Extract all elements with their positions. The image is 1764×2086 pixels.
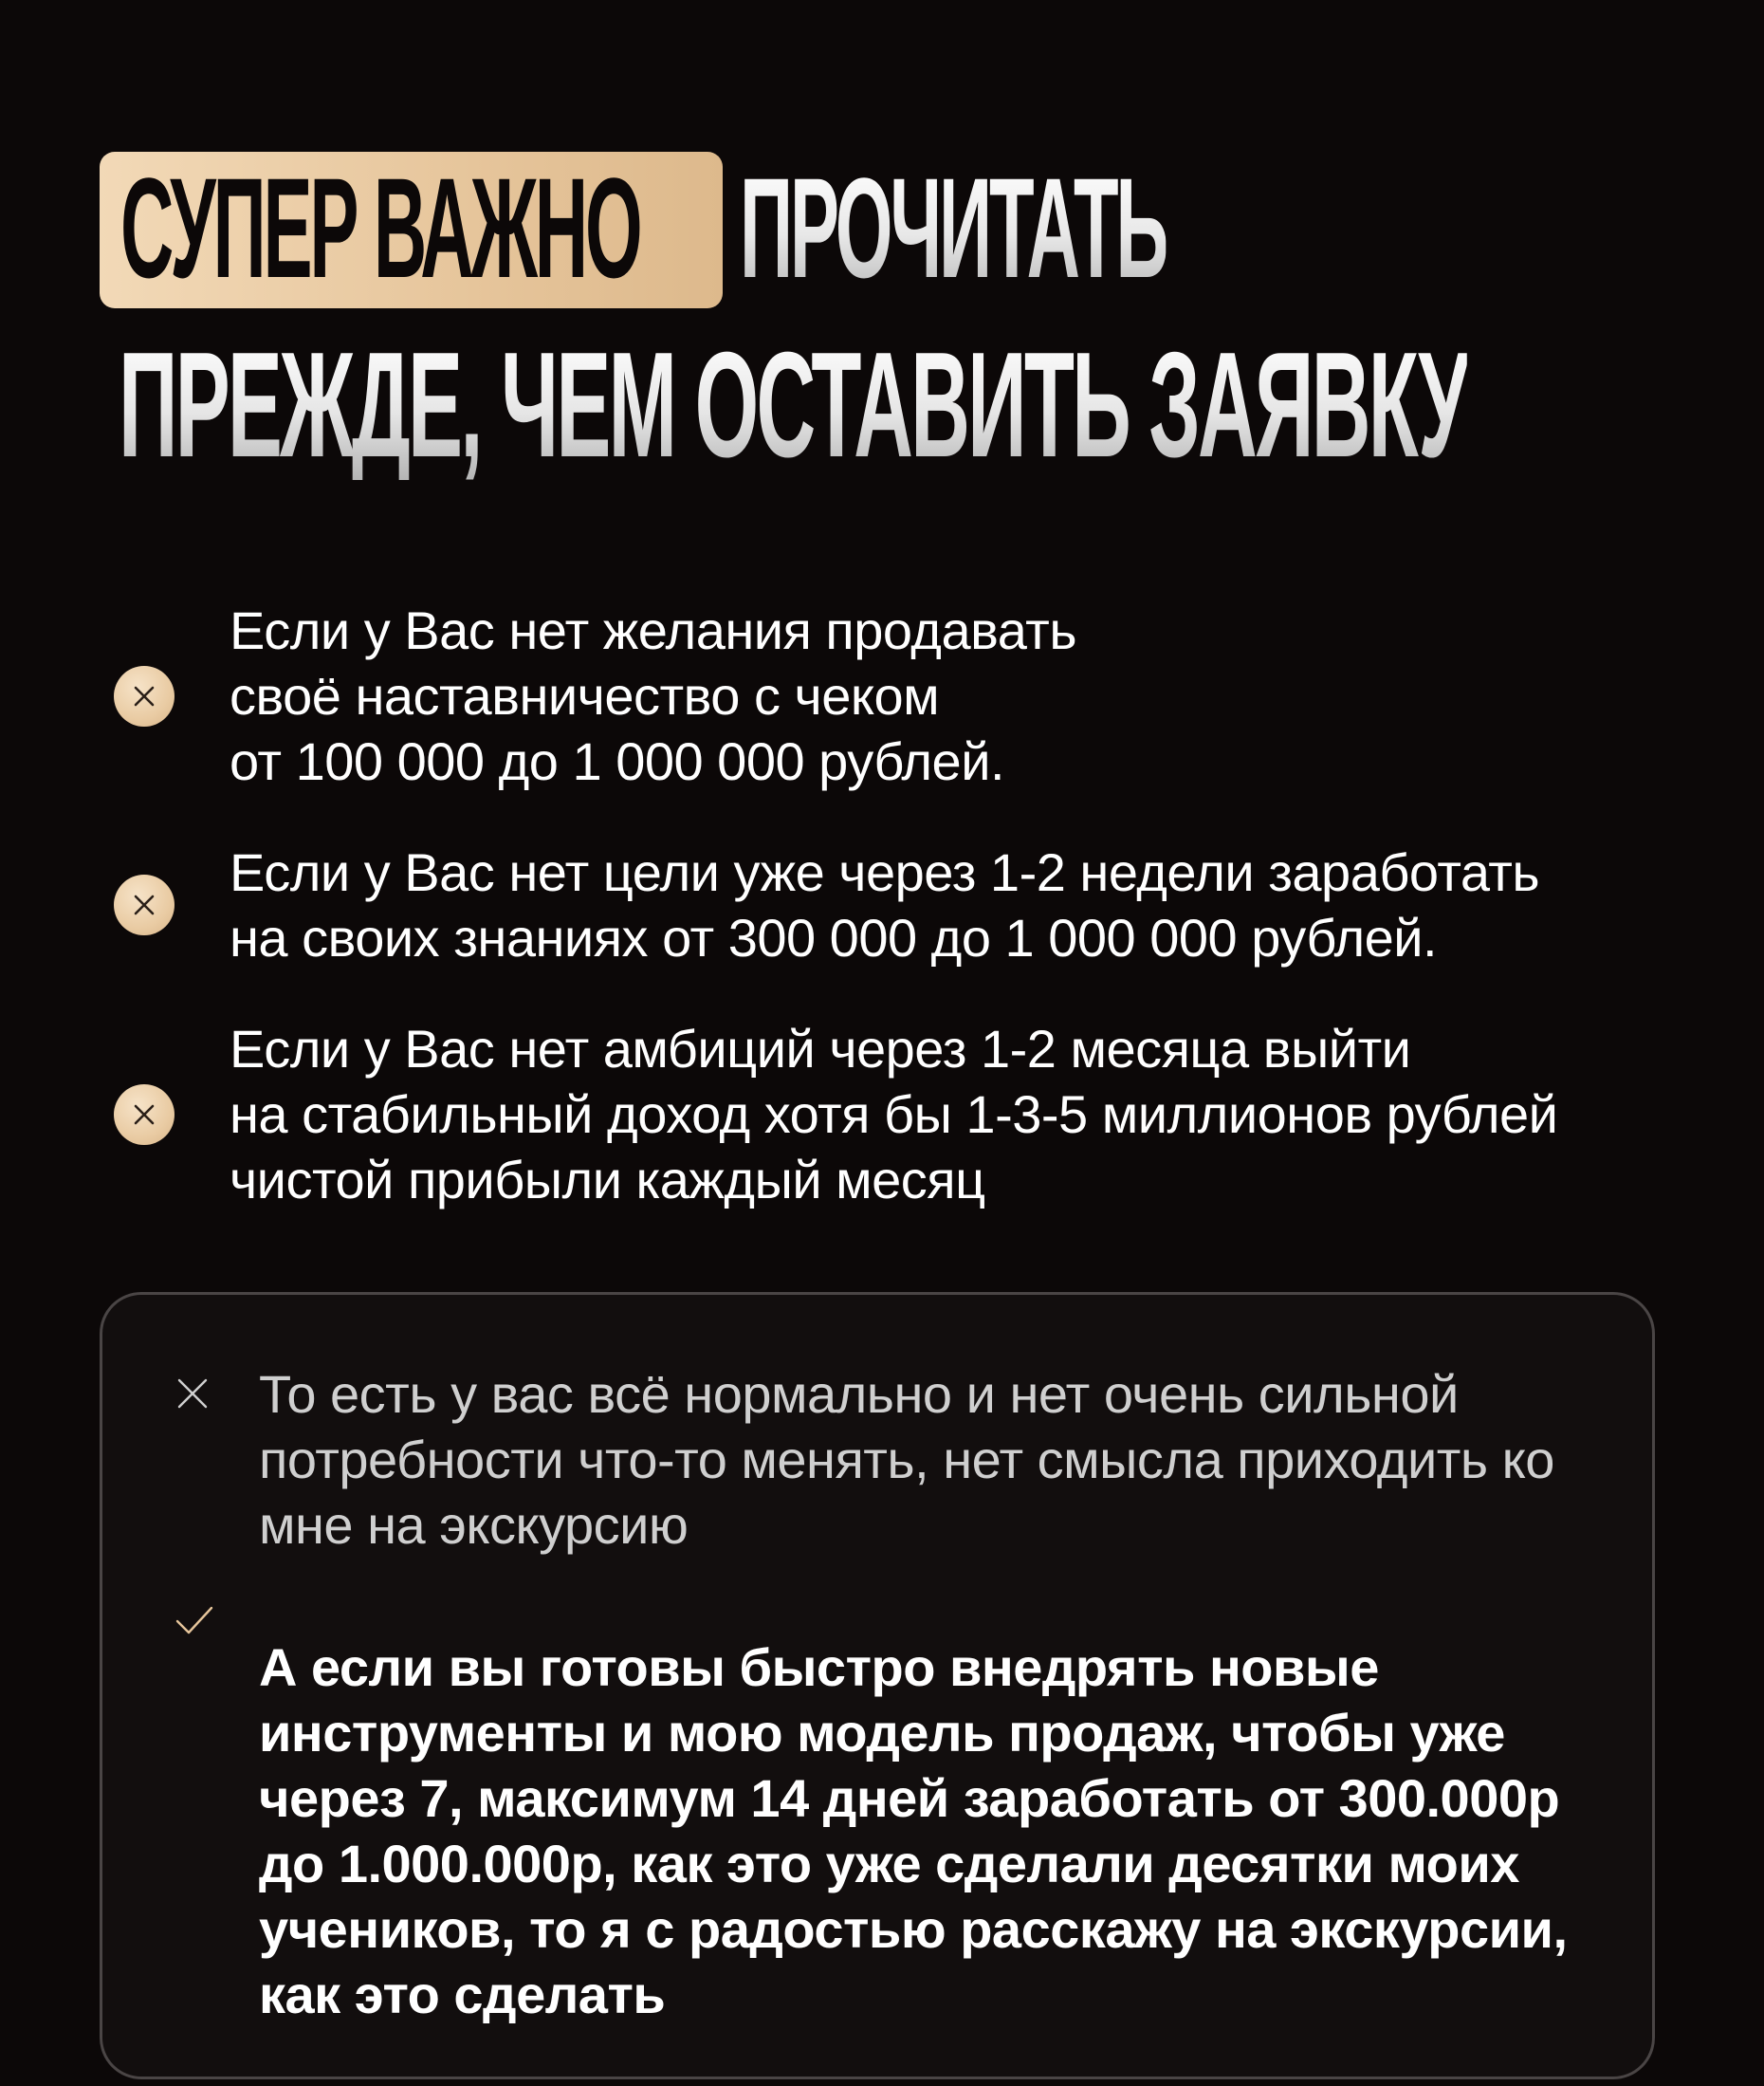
summary-card — [100, 1292, 1655, 2079]
x-circle-icon — [114, 666, 175, 727]
condition-item — [114, 598, 1726, 794]
condition-item — [114, 1016, 1726, 1212]
condition-list — [114, 598, 1726, 1258]
headline — [100, 147, 1712, 501]
negative-row — [174, 1361, 1595, 1558]
positive-row — [174, 1598, 1595, 2027]
x-icon — [174, 1361, 221, 1558]
headline-line-1-rest: ПРОЧИТАТЬ — [740, 148, 1167, 307]
condition-text: Если у Вас нет амбиций через 1-2 месяца выйти на стабильный доход хотя бы 1-3-5 миллионов рублей чистой прибыли каждый месяц — [230, 1019, 1558, 1209]
x-circle-icon — [114, 1084, 175, 1145]
headline-highlight-text: СУПЕР ВАЖНО — [120, 148, 640, 307]
check-icon — [174, 1598, 221, 2027]
condition-item — [114, 840, 1726, 970]
condition-text: Если у Вас нет желания продавать своё наставничество с чеком от 100 000 до 1 000 000 рублей. — [230, 600, 1076, 791]
positive-text: А если вы готовы быстро внедрять новые инструменты и мою модель продаж, чтобы уже через 7, максимум 14 дней заработать от 300.000р до 1.000.000р, как это уже сделали десятки моих учеников, то я с радостью расскажу на экскурсии, как это сделать — [259, 1637, 1568, 2024]
headline-line-2-text: ПРЕЖДЕ, ЧЕМ ОСТАВИТЬ ЗАЯВКУ — [119, 322, 1467, 489]
condition-text: Если у Вас нет цели уже через 1-2 недели заработать на своих знаниях от 300 000 до 1 000 000 рублей. — [230, 842, 1540, 968]
negative-text: То есть у вас всё нормально и нет очень сильной потребности что-то менять, нет смысла приходить ко мне на экскурсию — [259, 1364, 1554, 1555]
headline-line-2 — [100, 322, 1712, 501]
headline-line-1 — [100, 147, 1712, 313]
x-circle-icon — [114, 875, 175, 935]
